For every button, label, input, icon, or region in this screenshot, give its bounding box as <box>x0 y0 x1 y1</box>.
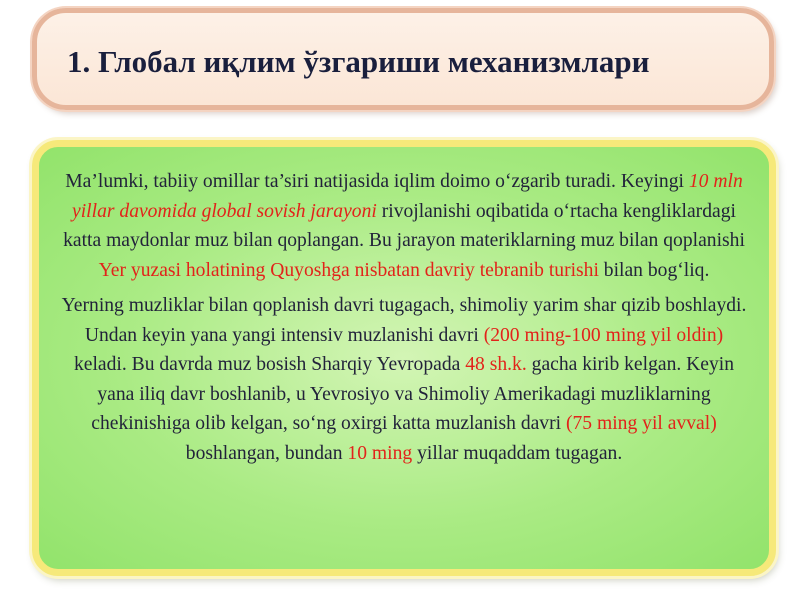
p2-text-2: keladi. Bu davrda muz bosish Sharqiy Yevropada <box>73 354 466 375</box>
slide-title: 1. Глобал иқлим ўзгариши механизмлари <box>67 44 650 79</box>
p2-highlight-ten-thousand: 10 ming <box>347 442 413 464</box>
p2-text-1: Yerning muzliklar bilan qoplanish davri tugagach, shimoliy yarim shar qizib boshlaydi. Undan keyin yana yangi intensiv muzlanishi davri <box>61 295 747 346</box>
content-text <box>57 167 751 468</box>
p2-text-4: boshlangan, bundan <box>185 442 348 464</box>
p2-text-5: yillar muqaddam tugagan. <box>412 442 623 464</box>
p2-highlight-latitude: 48 sh.k. <box>465 354 527 375</box>
p1-text-2: rivojlanishi oqibatida o‘rtacha kengliklardagi katta maydonlar muz bilan qoplangan. Bu jarayon materiklarning muz bilan qoplanishi <box>63 200 745 251</box>
p1-highlight-earth-oscillation: Yer yuzasi holatining Quyoshga nisbatan davriy tebranib turishi <box>98 259 599 281</box>
content-panel <box>32 140 776 576</box>
paragraph-1 <box>57 167 751 285</box>
title-banner <box>32 8 774 110</box>
p1-text-1: Ma’lumki, tabiiy omillar ta’siri natijasida iqlim doimo o‘zgarib turadi. Keyingi <box>65 171 689 192</box>
p1-highlight-global-cooling: 10 mln yillar davomida global sovish jarayoni <box>72 171 743 222</box>
p1-text-3: bilan bog‘liq. <box>598 259 710 281</box>
p2-highlight-last-glaciation: (75 ming yil avval) <box>565 413 717 434</box>
paragraph-2 <box>57 291 751 468</box>
p2-highlight-glaciation-period: (200 ming-100 ming yil oldin) <box>483 324 724 346</box>
p2-text-3: gacha kirib kelgan. Keyin yana iliq davr boshlanib, u Yevrosiyo va Shimoliy Amerikadagi muzliklarning chekinishiga olib kelgan, so‘ng oxirgi katta muzlanish davri <box>91 354 735 434</box>
